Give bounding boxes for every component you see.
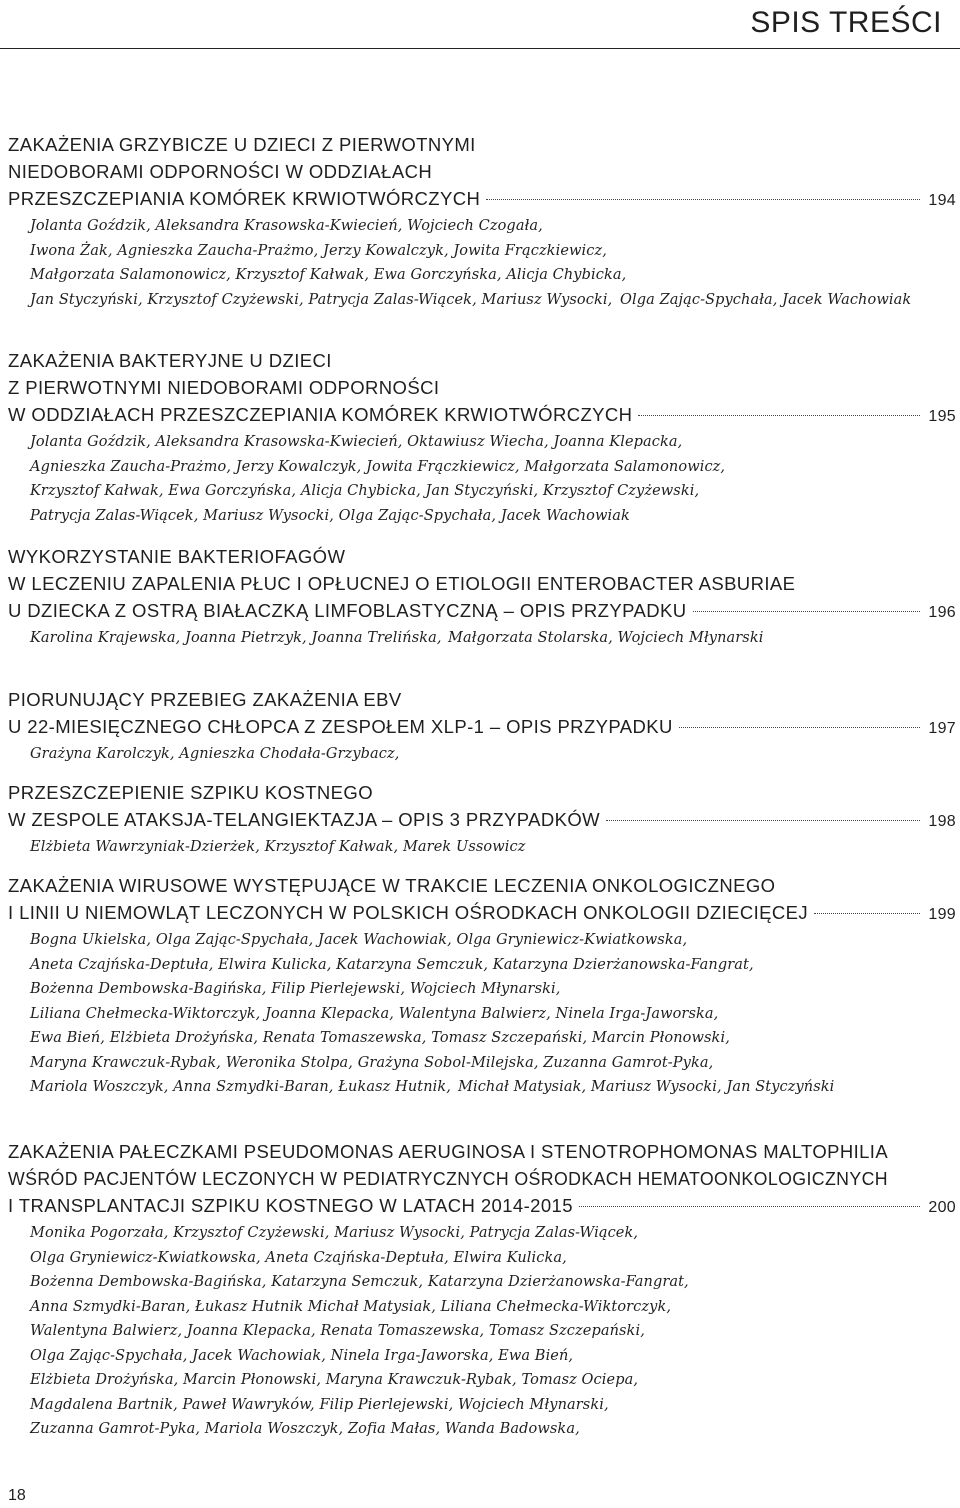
author-line: Jolanta Goździk, Aleksandra Krasowska-Kwiecień, Oktawiusz Wiecha, Joanna Klepacka, [30, 433, 683, 450]
toc-entry-title-line [8, 597, 956, 624]
toc-entry-title-text: U 22-MIESIĘCZNEGO CHŁOPCA Z ZESPOŁEM XLP-1 – OPIS PRZYPADKU [8, 716, 673, 737]
toc-entry[interactable] [8, 872, 956, 1100]
author-line: Mariola Woszczyk, Anna Szmydki-Baran, Łukasz Hutnik, [30, 1078, 452, 1095]
toc-entry-title-line [8, 347, 956, 374]
toc-page-number[interactable]: 197 [928, 720, 956, 737]
author-line: Aneta Czajńska-Deptuła, Elwira Kulicka, Katarzyna Semczuk, Katarzyna Dzierżanowska-Fangrat, [30, 955, 754, 973]
author-line: Jolanta Goździk, Aleksandra Krasowska-Kwiecień, Wojciech Czogała, [30, 217, 543, 234]
author-line: Maryna Krawczuk-Rybak, Weronika Stolpa, Grażyna Sobol-Milejska, Zuzanna Gamrot-Pyka, [30, 1053, 714, 1071]
toc-entry-title-line [8, 872, 956, 899]
toc-entry-authors [8, 214, 956, 312]
toc-entry[interactable] [8, 779, 956, 860]
author-line: Magdalena Bartnik, Paweł Wawryków, Filip Pierlejewski, Wojciech Młynarski, [30, 1395, 609, 1413]
toc-entry-title-text: ZAKAŻENIA WIRUSOWE WYSTĘPUJĄCE W TRAKCIE LECZENIA ONKOLOGICZNEGO [8, 875, 776, 896]
toc-entry-title-text: I TRANSPLANTACJI SZPIKU KOSTNEGO W LATACH 2014-2015 [8, 1195, 573, 1216]
toc-entry-title-text: Z PIERWOTNYMI NIEDOBORAMI ODPORNOŚCI [8, 377, 440, 398]
toc-entry-title-line [8, 779, 956, 806]
toc-entry-title-text: PRZESZCZEPIENIE SZPIKU KOSTNEGO [8, 782, 373, 803]
author-line: Olga Zając-Spychała, Jacek Wachowiak [619, 290, 912, 308]
author-line: Agnieszka Zaucha-Prażmo, Jerzy Kowalczyk, Jowita Frączkiewicz, Małgorzata Salamonowicz, [30, 457, 726, 475]
dot-leader [638, 415, 920, 416]
toc-entry-title-line [8, 543, 956, 570]
author-line: Bożenna Dembowska-Bagińska, Katarzyna Semczuk, Katarzyna Dzierżanowska-Fangrat, [30, 1273, 689, 1290]
toc-entry-title-text: U DZIECKA Z OSTRĄ BIAŁACZKĄ LIMFOBLASTYCZNĄ – OPIS PRZYPADKU [8, 600, 687, 621]
author-line: Michał Matysiak, Mariusz Wysocki, Jan Styczyński [457, 1078, 834, 1095]
toc-entry-title-text: PIORUNUJĄCY PRZEBIEG ZAKAŻENIA EBV [8, 689, 402, 710]
author-line: Monika Pogorzała, Krzysztof Czyżewski, Mariusz Wysocki, Patrycja Zalas-Wiącek, [30, 1224, 639, 1241]
toc-entry-title-line [8, 185, 956, 212]
author-line: Krzysztof Kałwak, Ewa Gorczyńska, Alicja Chybicka, Jan Styczyński, Krzysztof Czyżewski, [30, 482, 700, 499]
toc-entry-authors [8, 742, 956, 767]
toc-entry-title-text: WŚRÓD PACJENTÓW LECZONYCH W PEDIATRYCZNYCH OŚRODKACH HEMATOONKOLOGICZNYCH [8, 1168, 888, 1189]
author-line: Elżbieta Wawrzyniak-Dzierżek, Krzysztof Kałwak, Marek Ussowicz [30, 838, 526, 855]
toc-page-number[interactable]: 195 [928, 408, 956, 425]
toc-entry-title-line [8, 899, 956, 926]
toc-entry[interactable] [8, 131, 956, 312]
toc-page-number[interactable]: 194 [928, 192, 956, 209]
dot-leader [486, 199, 920, 200]
toc-entry-authors [8, 626, 956, 651]
toc-entry-title-text: NIEDOBORAMI ODPORNOŚCI W ODDZIAŁACH [8, 161, 433, 182]
author-line: Anna Szmydki-Baran, Łukasz Hutnik Michał Matysiak, Liliana Chełmecka-Wiktorczyk, [30, 1297, 672, 1315]
author-line: Olga Zając-Spychała, Jacek Wachowiak, Ninela Irga-Jaworska, Ewa Bień, [30, 1346, 574, 1364]
toc-entry-title-line [8, 686, 956, 713]
toc-entry-title-line [8, 131, 956, 158]
dot-leader [679, 727, 921, 728]
toc-entry[interactable] [8, 543, 956, 651]
author-line: Iwona Żak, Agnieszka Zaucha-Prażmo, Jerzy Kowalczyk, Jowita Frączkiewicz, [30, 241, 607, 259]
toc-entry-title-text: ZAKAŻENIA PAŁECZKAMI PSEUDOMONAS AERUGINOSA I STENOTROPHOMONAS MALTOPHILIA [8, 1141, 889, 1162]
dot-leader [693, 611, 921, 612]
toc-entry-title-text: W ODDZIAŁACH PRZESZCZEPIANIA KOMÓREK KRWIOTWÓRCZYCH [8, 404, 633, 425]
toc-page-number[interactable]: 196 [928, 604, 956, 621]
toc-entry-title-line [8, 1138, 956, 1165]
toc-entry-title-line [8, 1165, 956, 1192]
toc-page-number[interactable]: 199 [928, 906, 956, 923]
toc-entry[interactable] [8, 1138, 956, 1442]
dot-leader [579, 1206, 920, 1207]
author-line: Małgorzata Salamonowicz, Krzysztof Kałwak, Ewa Gorczyńska, Alicja Chybicka, [30, 266, 627, 283]
toc-entry-title-line [8, 713, 956, 740]
page-title: SPIS TREŚCI [750, 6, 942, 39]
author-line: Ewa Bień, Elżbieta Drożyńska, Renata Tomaszewska, Tomasz Szczepański, Marcin Płonowski, [30, 1029, 730, 1046]
toc-entry-title-line [8, 570, 956, 597]
toc-entry-title-text: WYKORZYSTANIE BAKTERIOFAGÓW [8, 546, 346, 567]
page-number: 18 [8, 1487, 26, 1504]
toc-entry-title-line [8, 158, 956, 185]
toc-entry-title-text: W LECZENIU ZAPALENIA PŁUC I OPŁUCNEJ O ETIOLOGII ENTEROBACTER ASBURIAE [8, 573, 796, 594]
toc-entry-authors [8, 928, 956, 1100]
author-line: Bogna Ukielska, Olga Zając-Spychała, Jacek Wachowiak, Olga Gryniewicz-Kwiatkowska, [30, 931, 688, 948]
author-line: Olga Gryniewicz-Kwiatkowska, Aneta Czajńska-Deptuła, Elwira Kulicka, [30, 1248, 567, 1266]
dot-leader [606, 820, 920, 821]
author-line: Bożenna Dembowska-Bagińska, Filip Pierlejewski, Wojciech Młynarski, [30, 980, 561, 997]
author-line: Jan Styczyński, Krzysztof Czyżewski, Patrycja Zalas-Wiącek, Mariusz Wysocki, [30, 290, 613, 308]
header-bar [0, 0, 960, 49]
toc-entry-title-line [8, 806, 956, 833]
author-line: Karolina Krajewska, Joanna Pietrzyk, Joanna Trelińska, [30, 629, 442, 646]
author-line: Małgorzata Stolarska, Wojciech Młynarski [448, 629, 764, 646]
author-line: Zuzanna Gamrot-Pyka, Mariola Woszczyk, Zofia Małas, Wanda Badowska, [30, 1420, 580, 1437]
toc-entry-title-text: ZAKAŻENIA GRZYBICZE U DZIECI Z PIERWOTNYMI [8, 134, 476, 155]
dot-leader [814, 913, 920, 914]
toc-entry-authors [8, 430, 956, 528]
toc-page-number[interactable]: 198 [928, 813, 956, 830]
toc-entry-authors [8, 1221, 956, 1442]
author-line: Walentyna Balwierz, Joanna Klepacka, Renata Tomaszewska, Tomasz Szczepański, [30, 1322, 645, 1339]
toc-entry[interactable] [8, 686, 956, 767]
toc-entry-title-line [8, 1192, 956, 1219]
toc-page-number[interactable]: 200 [928, 1199, 956, 1216]
toc-entry-title-line [8, 374, 956, 401]
author-line: Elżbieta Drożyńska, Marcin Płonowski, Maryna Krawczuk-Rybak, Tomasz Ociepa, [30, 1371, 639, 1388]
toc-entry-title-text: ZAKAŻENIA BAKTERYJNE U DZIECI [8, 350, 332, 371]
toc-entry-title-text: W ZESPOLE ATAKSJA-TELANGIEKTAZJA – OPIS 3 PRZYPADKÓW [8, 809, 601, 830]
toc-entry-authors [8, 835, 956, 860]
toc-entry[interactable] [8, 347, 956, 528]
toc-entry-title-text: PRZESZCZEPIANIA KOMÓREK KRWIOTWÓRCZYCH [8, 188, 481, 209]
author-line: Grażyna Karolczyk, Agnieszka Chodała-Grzybacz, [30, 745, 400, 762]
author-line: Liliana Chełmecka-Wiktorczyk, Joanna Klepacka, Walentyna Balwierz, Ninela Irga-Jaworska, [30, 1004, 719, 1022]
toc-entry-title-line [8, 401, 956, 428]
author-line: Patrycja Zalas-Wiącek, Mariusz Wysocki, Olga Zając-Spychała, Jacek Wachowiak [30, 506, 630, 524]
toc-entry-title-text: I LINII U NIEMOWLĄT LECZONYCH W POLSKICH OŚRODKACH ONKOLOGII DZIECIĘCEJ [8, 902, 809, 923]
